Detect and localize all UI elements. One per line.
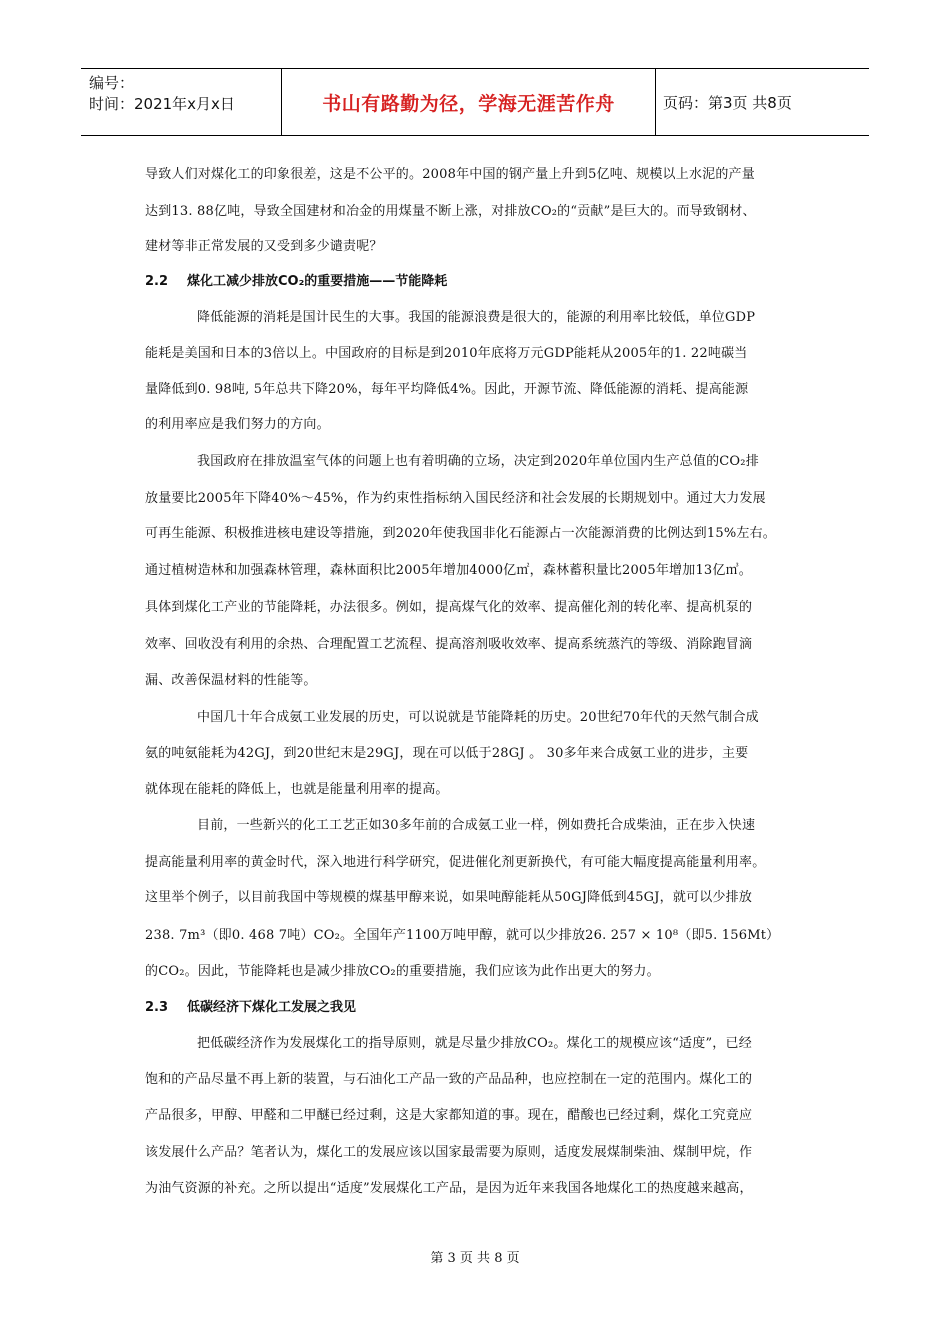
body-line: 该发展什么产品？笔者认为，煤化工的发展应该以国家最需要为原则，适度发展煤制柴油、煤制甲烷，作 <box>145 1145 753 1160</box>
section-title: 低碳经济下煤化工发展之我见 <box>187 1000 357 1015</box>
body-line: 我国政府在排放温室气体的问题上也有着明确的立场，决定到2020年单位国内生产总值的CO₂排 <box>197 454 759 469</box>
body-line: 目前，一些新兴的化工工艺正如30多年前的合成氨工业一样，例如费托合成柴油，正在步入快速 <box>197 818 756 833</box>
body-line: 的CO₂。因此，节能降耗也是减少排放CO₂的重要措施，我们应该为此作出更大的努力。 <box>145 964 660 979</box>
section-heading <box>145 270 447 289</box>
header-page-info: 页码：第3页 共8页 <box>663 93 792 112</box>
section-title: 煤化工减少排放CO₂的重要措施——节能降耗 <box>187 274 448 289</box>
body-line: 这里举个例子，以目前我国中等规模的煤基甲醇来说，如果吨醇能耗从50GJ降低到45GJ，就可以少排放 <box>145 890 753 905</box>
section-number: 2.3 <box>145 1000 169 1015</box>
body-line: 就体现在能耗的降低上，也就是能量利用率的提高。 <box>145 782 449 797</box>
body-line: 产品很多，甲醇、甲醛和二甲醚已经过剩，这是大家都知道的事。现在，醋酸也已经过剩，煤化工究竟应 <box>145 1108 753 1123</box>
body-line: 放量要比2005年下降40%～45%，作为约束性指标纳入国民经济和社会发展的长期规划中。通过大力发展 <box>145 491 766 506</box>
section-number: 2.2 <box>145 274 169 289</box>
body-line: 建材等非正常发展的又受到多少谴责呢？ <box>145 239 383 254</box>
page-footer: 第 3 页 共 8 页 <box>430 1251 520 1266</box>
body-line: 为油气资源的补充。之所以提出“适度”发展煤化工产品，是因为近年来我国各地煤化工的热度越来越高， <box>145 1181 753 1196</box>
serial-label: 编号： <box>89 74 135 92</box>
header-motto: 书山有路勤为径，学海无涯苦作舟 <box>322 92 615 115</box>
body-line: 可再生能源、积极推进核电建设等措施，到2020年使我国非化石能源占一次能源消费的比例达到15%左右。 <box>145 526 776 541</box>
section-heading <box>145 996 356 1015</box>
body-line: 漏、改善保温材料的性能等。 <box>145 673 317 688</box>
body-line: 导致人们对煤化工的印象很差，这是不公平的。2008年中国的钢产量上升到5亿吨、规模以上水泥的产量 <box>145 167 755 182</box>
body-line: 通过植树造林和加强森林管理，森林面积比2005年增加4000亿㎡，森林蓄积量比2005年增加13亿㎥。 <box>145 563 752 578</box>
body-line: 量降低到0. 98吨, 5年总共下降20%，每年平均降低4%。因此，开源节流、降低能源的消耗、提高能源 <box>145 382 749 397</box>
body-line: 的利用率应是我们努力的方向。 <box>145 417 330 432</box>
body-line: 效率、回收没有利用的余热、合理配置工艺流程、提高溶剂吸收效率、提高系统蒸汽的等级、消除跑冒滴 <box>145 637 753 652</box>
body-line: 饱和的产品尽量不再上新的装置，与石油化工产品一致的产品品种，也应控制在一定的范围内。煤化工的 <box>145 1072 753 1087</box>
body-line: 降低能源的消耗是国计民生的大事。我国的能源浪费是很大的，能源的利用率比较低，单位GDP <box>197 310 756 325</box>
body-line: 氨的吨氨能耗为42GJ，到20世纪末是29GJ，现在可以低于28GJ 。 30多年来合成氨工业的进步，主要 <box>145 746 749 761</box>
body-line: 能耗是美国和日本的3倍以上。中国政府的目标是到2010年底将万元GDP能耗从2005年的1. 22吨碳当 <box>145 346 748 361</box>
body-line: 达到13. 88亿吨，导致全国建材和冶金的用煤量不断上涨，对排放CO₂的“贡献”是巨大的。而导致钢材、 <box>145 204 756 219</box>
body-line: 238. 7m³（即0. 468 7吨）CO₂。全国年产1100万吨甲醇，就可以少排放26. 257 × 10⁸（即5. 156Mt） <box>145 928 780 943</box>
time-label: 时间：2021年x月x日 <box>89 95 235 113</box>
body-line: 中国几十年合成氨工业发展的历史，可以说就是节能降耗的历史。20世纪70年代的天然气制合成 <box>197 710 759 725</box>
body-line: 提高能量利用率的黄金时代，深入地进行科学研究，促进催化剂更新换代，有可能大幅度提高能量利用率。 <box>145 855 766 870</box>
body-line: 具体到煤化工产业的节能降耗，办法很多。例如，提高煤气化的效率、提高催化剂的转化率、提高机泵的 <box>145 600 753 615</box>
body-line: 把低碳经济作为发展煤化工的指导原则，就是尽量少排放CO₂。煤化工的规模应该“适度”，已经 <box>197 1036 752 1051</box>
